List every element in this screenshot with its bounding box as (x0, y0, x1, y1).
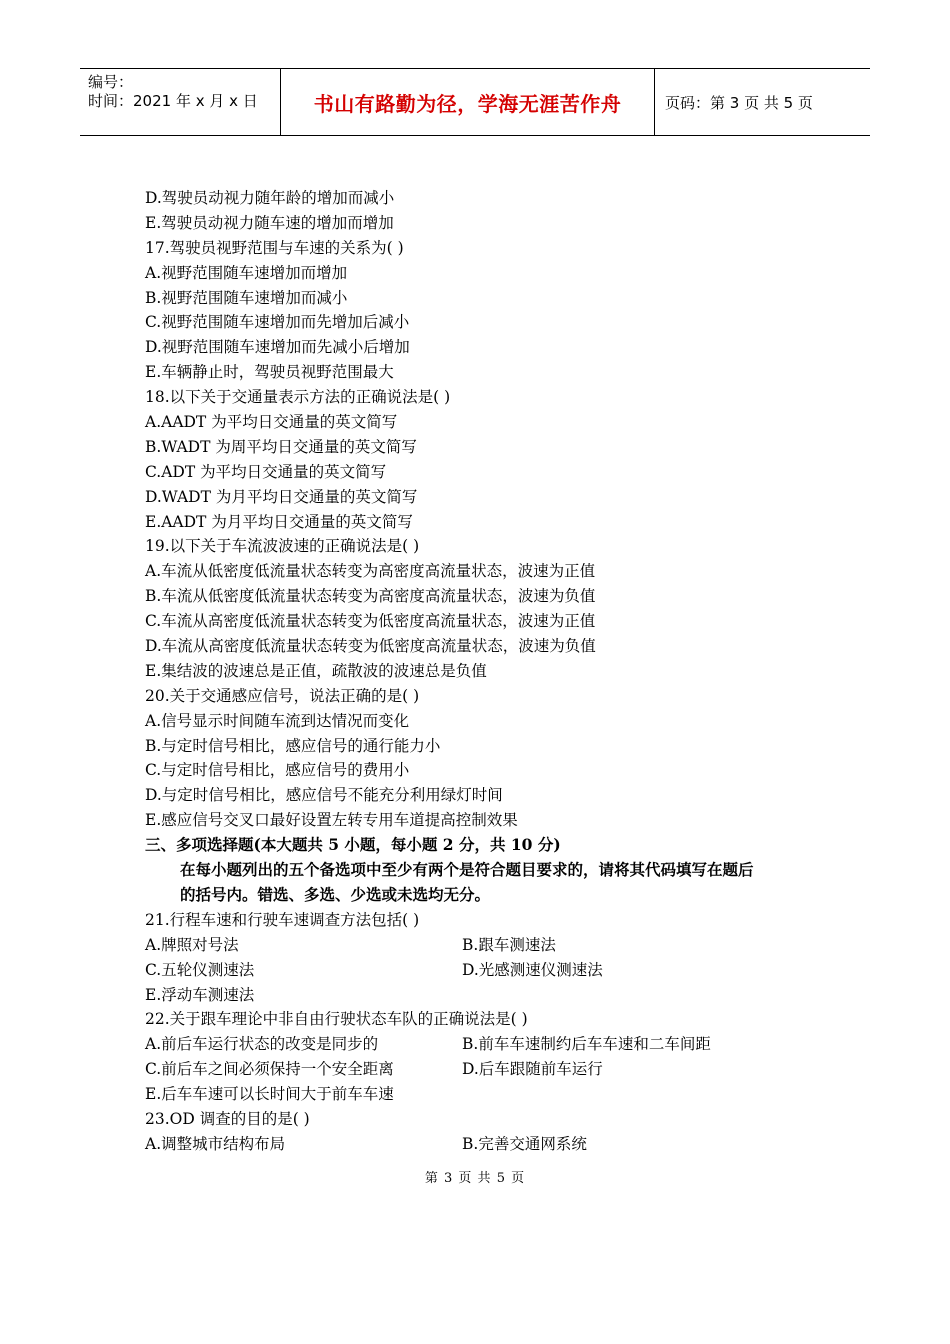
section-3-instruction-2: 的括号内。错选、多选、少选或未选均无分。 (180, 884, 491, 904)
header-page-info: 页码：第 3 页 共 5 页 (665, 93, 813, 112)
q21-option-d: D.光感测速仪测速法 (462, 960, 603, 979)
q21-option-a: A.牌照对号法 (145, 935, 239, 954)
document-number-label: 编号： (88, 73, 134, 91)
q21-option-b: B.跟车测速法 (462, 935, 556, 954)
q20-stem: 20.关于交通感应信号，说法正确的是( ) (145, 686, 420, 705)
q19-option-b: B.车流从低密度低流量状态转变为高密度高流量状态，波速为负值 (145, 587, 596, 606)
q23-option-a: A.调整城市结构布局 (145, 1134, 286, 1153)
q20-option-c: C.与定时信号相比，感应信号的费用小 (145, 761, 410, 780)
q20-option-d: D.与定时信号相比，感应信号不能充分利用绿灯时间 (145, 786, 503, 805)
q21-options-row-2 (145, 958, 825, 983)
q21-option-e: E.浮动车测速法 (145, 985, 255, 1004)
exam-content (145, 186, 825, 1157)
q17-option-d: D.视野范围随车速增加而先减小后增加 (145, 338, 410, 357)
q21-options-row-1 (145, 933, 825, 958)
section-3-instruction-1: 在每小题列出的五个备选项中至少有两个是符合题目要求的，请将其代码填写在题后 (180, 860, 754, 880)
q17-option-b: B.视野范围随车速增加而减小 (145, 288, 348, 307)
q22-option-e: E.后车车速可以长时间大于前车车速 (145, 1085, 394, 1104)
q18-option-d: D.WADT 为月平均日交通量的英文简写 (145, 487, 418, 506)
q22-options-row-1 (145, 1032, 825, 1057)
q19-option-d: D.车流从高密度低流量状态转变为低密度高流量状态，波速为负值 (145, 637, 596, 656)
q17-option-c: C.视野范围随车速增加而先增加后减小 (145, 313, 410, 332)
q18-option-b: B.WADT 为周平均日交通量的英文简写 (145, 437, 417, 456)
q22-option-c: C.前后车之间必须保持一个安全距离 (145, 1060, 394, 1079)
q22-option-b: B.前车车速制约后车车速和二车间距 (462, 1035, 711, 1054)
q23-option-b: B.完善交通网系统 (462, 1134, 587, 1153)
header-meta (80, 69, 281, 135)
q19-option-c: C.车流从高密度低流量状态转变为低密度高流量状态，波速为正值 (145, 612, 596, 631)
q16-option-e: E.驾驶员动视力随车速的增加而增加 (145, 213, 394, 232)
q18-option-a: A.AADT 为平均日交通量的英文简写 (145, 413, 398, 432)
q18-option-c: C.ADT 为平均日交通量的英文简写 (145, 462, 387, 481)
q22-option-d: D.后车跟随前车运行 (462, 1060, 603, 1079)
q18-stem: 18.以下关于交通量表示方法的正确说法是( ) (145, 388, 451, 407)
q22-options-row-2 (145, 1057, 825, 1082)
section-3-title: 三、多项选择题(本大题共 5 小题，每小题 2 分，共 10 分) (145, 835, 561, 855)
q19-option-a: A.车流从低密度低流量状态转变为高密度高流量状态，波速为正值 (145, 562, 596, 581)
q22-stem: 22.关于跟车理论中非自由行驶状态车队的正确说法是( ) (145, 1010, 528, 1029)
q20-option-a: A.信号显示时间随车流到达情况而变化 (145, 711, 410, 730)
q17-stem: 17.驾驶员视野范围与车速的关系为( ) (145, 238, 404, 257)
q21-option-c: C.五轮仪测速法 (145, 960, 255, 979)
q21-stem: 21.行程车速和行驶车速调查方法包括( ) (145, 910, 420, 929)
q17-option-a: A.视野范围随车速增加而增加 (145, 263, 348, 282)
q22-option-a: A.前后车运行状态的改变是同步的 (145, 1035, 379, 1054)
q23-options-row-1 (145, 1132, 825, 1157)
q19-stem: 19.以下关于车流波波速的正确说法是( ) (145, 537, 420, 556)
q23-stem: 23.OD 调查的目的是( ) (145, 1109, 310, 1128)
document-time-label: 时间：2021 年 x 月 x 日 (88, 92, 258, 110)
q20-option-e: E.感应信号交叉口最好设置左转专用车道提高控制效果 (145, 811, 518, 830)
q16-option-d: D.驾驶员动视力随年龄的增加而减小 (145, 189, 395, 207)
q19-option-e: E.集结波的波速总是正值，疏散波的波速总是负值 (145, 661, 487, 680)
q18-option-e: E.AADT 为月平均日交通量的英文简写 (145, 512, 413, 531)
q20-option-b: B.与定时信号相比，感应信号的通行能力小 (145, 736, 441, 755)
header-motto: 书山有路勤为径，学海无涯苦作舟 (281, 69, 655, 135)
q17-option-e: E.车辆静止时，驾驶员视野范围最大 (145, 363, 394, 382)
page-footer: 第 3 页 共 5 页 (424, 1171, 526, 1186)
page-header (80, 68, 870, 136)
